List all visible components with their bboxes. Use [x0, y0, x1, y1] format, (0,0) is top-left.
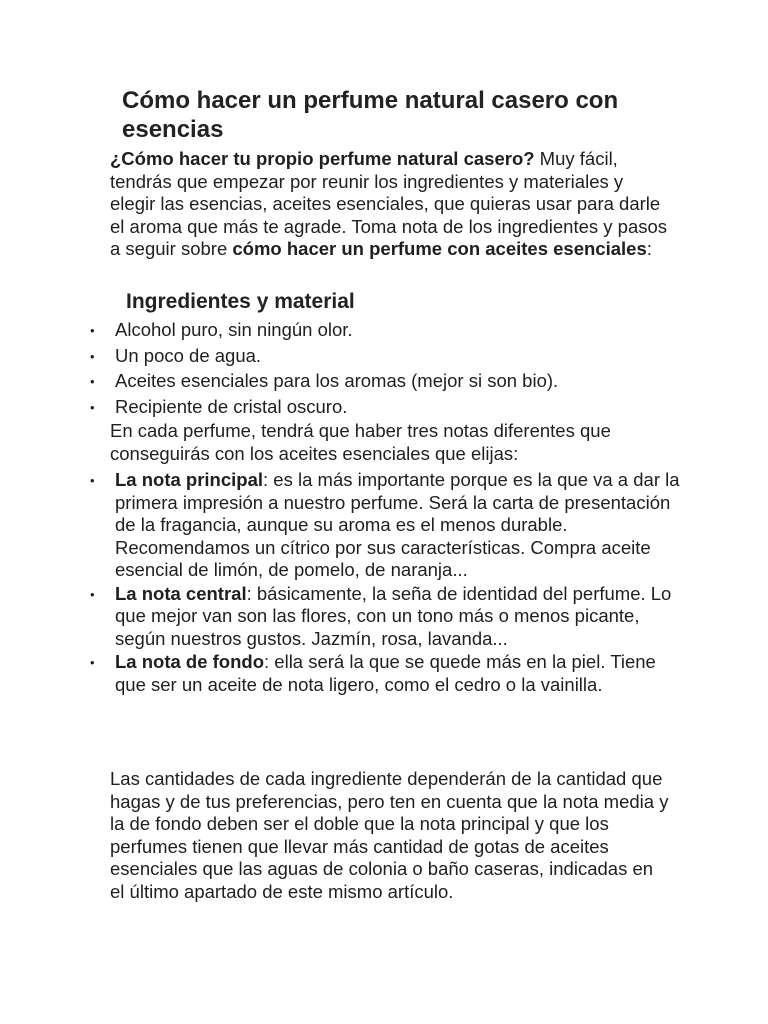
- intro-text: Muy fácil, tendrás que empezar por reunir los ingredientes y materiales y elegir las esencias, aceites esenciales, que quieras usar para darle el aroma que más te agrade. Toma nota de los ingredientes y pasos a seguir sobre: [110, 148, 668, 259]
- list-item: [90, 319, 680, 342]
- note-name: La nota de fondo: [115, 651, 265, 672]
- intro-paragraph: [110, 148, 670, 261]
- bullet-icon: •: [90, 374, 95, 389]
- final-paragraph: Las cantidades de cada ingrediente dependerán de la cantidad que hagas y de tus preferencias, pero ten en cuenta que la nota media y la de fondo deben ser el doble que la nota principal y que los perfumes tienen que llevar más cantidad de gotas de aceites esenciales que las aguas de colonia o baño caseras, indicadas en el último apartado de este mismo artículo.: [110, 768, 669, 902]
- ingredient-text: Recipiente de cristal oscuro.: [115, 395, 348, 417]
- notes-intro-paragraph: En cada perfume, tendrá que haber tres notas diferentes que conseguirás con los aceites esenciales que elijas:: [110, 420, 611, 464]
- article-title: Cómo hacer un perfume natural casero con esencias: [122, 87, 619, 143]
- bullet-icon: •: [90, 348, 95, 364]
- list-item: [90, 345, 680, 368]
- ingredient-text: Aceites esenciales para los aromas (mejor si son bio).: [115, 370, 559, 391]
- bullet-icon: •: [90, 586, 95, 602]
- intro-bold-end: cómo hacer un perfume con aceites esenciales: [232, 238, 647, 259]
- ingredient-text: Un poco de agua.: [115, 344, 262, 366]
- ingredients-list: [90, 319, 680, 421]
- note-text: : básicamente, la seña de identidad del perfume. Lo que mejor van son las flores, con un tono más o menos picante, según nuestros gustos. Jazmín, rosa, lavanda...: [115, 582, 672, 649]
- intro-end: :: [646, 238, 652, 259]
- intro-question: ¿Cómo hacer tu propio perfume natural casero?: [110, 148, 535, 169]
- list-item: [90, 469, 680, 582]
- list-item: [90, 583, 680, 651]
- list-item: [90, 396, 680, 419]
- note-text: : es la más importante porque es la que va a dar la primera impresión a nuestro perfume. Será la carta de presentación de la fragancia, aunque su aroma es el menos durable. Recomendamos un cítrico por sus características. Compra aceite esencial de limón, de pomelo, de naranja...: [115, 469, 680, 580]
- bullet-icon: •: [90, 655, 95, 670]
- notes-list: [90, 469, 680, 697]
- note-name: La nota principal: [115, 469, 264, 490]
- bullet-icon: •: [90, 323, 95, 338]
- note-name: La nota central: [115, 582, 247, 604]
- section-title: Ingredientes y material: [126, 290, 355, 313]
- note-text: : ella será la que se quede más en la piel. Tiene que ser un aceite de nota ligero, como el cedro o la vainilla.: [115, 651, 656, 695]
- ingredient-text: Alcohol puro, sin ningún olor.: [115, 319, 353, 340]
- bullet-icon: •: [90, 399, 95, 415]
- list-item: [90, 651, 680, 696]
- bullet-icon: •: [90, 473, 95, 488]
- list-item: [90, 370, 680, 393]
